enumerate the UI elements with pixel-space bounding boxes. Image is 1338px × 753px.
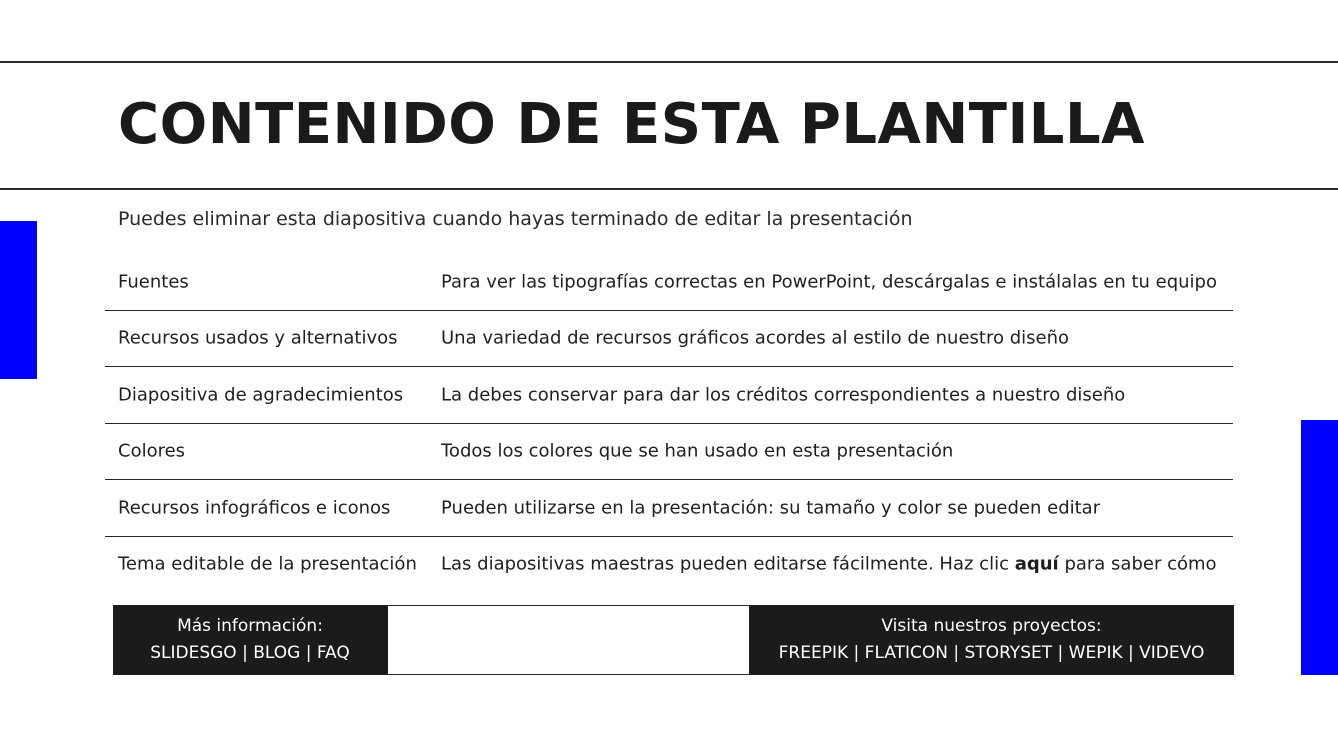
projects-heading: Visita nuestros proyectos: xyxy=(881,615,1102,636)
table-row xyxy=(105,254,1233,311)
table-row xyxy=(105,537,1233,593)
row-label: Fuentes xyxy=(118,271,189,293)
table-row xyxy=(105,424,1233,481)
description-text-before: Las diapositivas maestras pueden editarse fácilmente. Haz clic xyxy=(441,553,1015,575)
more-info-heading: Más información: xyxy=(177,615,323,636)
description-text-after: para saber cómo xyxy=(1058,553,1217,575)
table-row xyxy=(105,480,1233,537)
table-row xyxy=(105,367,1233,424)
footer-bar xyxy=(113,605,1233,675)
content-table xyxy=(105,254,1233,592)
table-row xyxy=(105,311,1233,368)
row-description: Para ver las tipografías correctas en PowerPoint, descárgalas e instálalas en tu equipo xyxy=(441,271,1217,293)
row-description: Todos los colores que se han usado en esta presentación xyxy=(441,440,954,462)
more-info-links[interactable]: SLIDESGO | BLOG | FAQ xyxy=(150,642,350,663)
row-description: Pueden utilizarse en la presentación: su tamaño y color se pueden editar xyxy=(441,497,1101,519)
left-accent-bar xyxy=(0,221,37,379)
row-description xyxy=(441,554,1217,575)
title-divider xyxy=(0,188,1338,190)
row-description: Una variedad de recursos gráficos acordes al estilo de nuestro diseño xyxy=(441,327,1070,349)
row-label: Recursos usados y alternativos xyxy=(118,327,398,349)
here-link[interactable]: aquí xyxy=(1014,553,1059,575)
row-description: La debes conservar para dar los créditos correspondientes a nuestro diseño xyxy=(441,384,1126,406)
slide-subtitle: Puedes eliminar esta diapositiva cuando hayas terminado de editar la presentación xyxy=(118,208,913,230)
more-info-box xyxy=(113,605,388,675)
projects-box xyxy=(749,605,1234,675)
slide-title: CONTENIDO DE ESTA PLANTILLA xyxy=(118,92,1145,157)
projects-links[interactable]: FREEPIK | FLATICON | STORYSET | WEPIK | VIDEVO xyxy=(778,642,1205,663)
top-divider xyxy=(0,61,1338,63)
right-accent-bar xyxy=(1301,420,1338,675)
row-label: Recursos infográficos e iconos xyxy=(118,497,391,519)
row-label: Colores xyxy=(118,440,186,462)
row-label: Diapositiva de agradecimientos xyxy=(118,384,404,406)
row-label: Tema editable de la presentación xyxy=(118,553,417,575)
